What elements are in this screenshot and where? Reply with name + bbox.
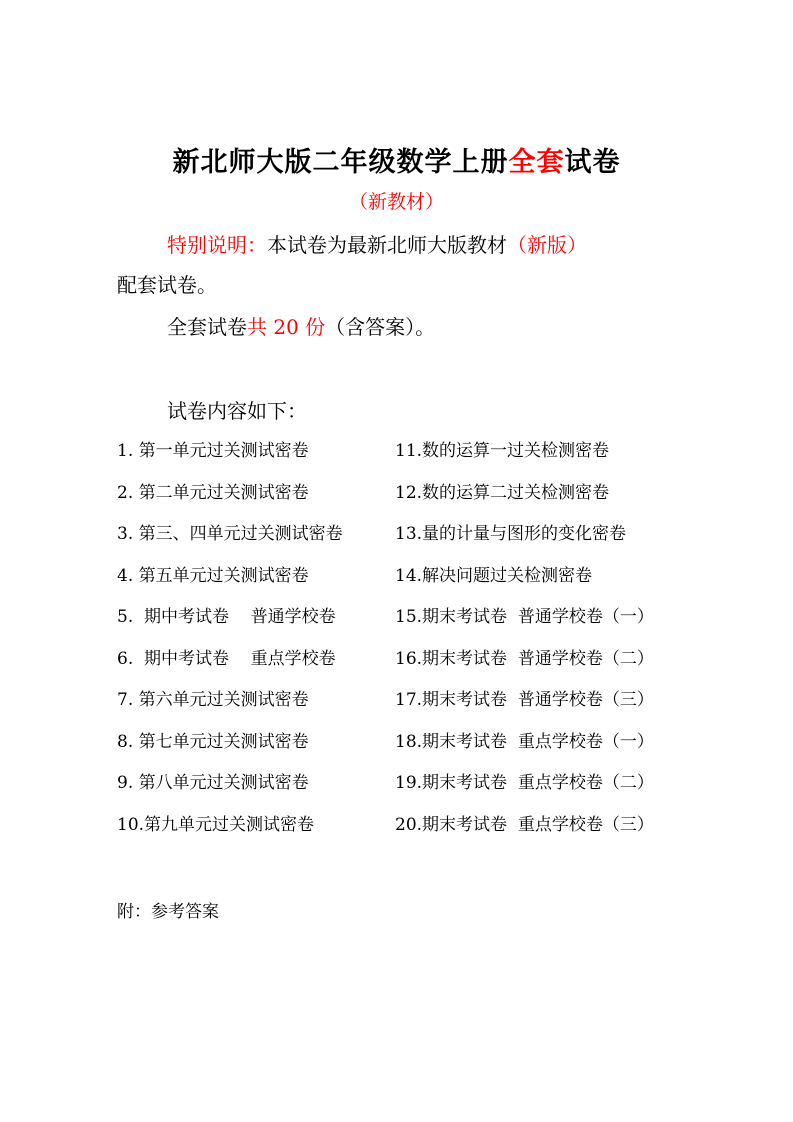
paper-item-left: 10.第九单元过关测试密卷 (117, 814, 315, 835)
paper-item-left: 1. 第一单元过关测试密卷 (117, 441, 309, 461)
paper-item-left: 2. 第二单元过关测试密卷 (117, 482, 309, 503)
paper-item-right: 19.期末考试卷 重点学校卷（二） (395, 773, 654, 793)
paper-item-right: 13.量的计量与图形的变化密卷 (395, 524, 627, 544)
special-note-continuation: 配套试卷。 (117, 273, 217, 297)
paper-item-right: 20.期末考试卷 重点学校卷（三） (395, 814, 654, 835)
list-item (117, 436, 717, 478)
full-set-count: 共 20 份 (247, 315, 326, 339)
contents-heading: 试卷内容如下： (167, 399, 307, 423)
paper-item-right: 11.数的运算一过关检测密卷 (395, 441, 610, 461)
special-note (167, 229, 587, 258)
paper-item-right: 17.期末考试卷 普通学校卷（三） (395, 690, 654, 710)
title-suffix: 试卷 (564, 147, 621, 178)
paper-item-left: 4. 第五单元过关测试密卷 (117, 565, 309, 586)
paper-item-left: 6. 期中考试卷 重点学校卷 (117, 648, 336, 669)
paper-item-left: 3. 第三、四单元过关测试密卷 (117, 524, 343, 544)
paper-list (117, 436, 717, 851)
list-item (117, 685, 717, 727)
subtitle: （新教材） (348, 191, 444, 213)
paper-item-right: 15.期末考试卷 普通学校卷（一） (395, 607, 654, 627)
list-item (117, 561, 717, 603)
full-set-suffix: （含答案）。 (325, 315, 436, 339)
list-item (117, 768, 717, 810)
page-title (0, 140, 793, 179)
paper-item-right: 16.期末考试卷 普通学校卷（二） (395, 648, 654, 669)
list-item (117, 478, 717, 520)
list-item (117, 644, 717, 686)
list-item (117, 727, 717, 769)
list-item (117, 810, 717, 852)
title-highlight: 全套 (508, 147, 565, 178)
paper-item-left: 5. 期中考试卷 普通学校卷 (117, 607, 336, 627)
paper-item-right: 14.解决问题过关检测密卷 (395, 565, 593, 586)
full-set-line (167, 311, 435, 340)
full-set-prefix: 全套试卷 (167, 315, 247, 339)
list-item (117, 519, 717, 561)
appendix-note: 附：参考答案 (117, 902, 219, 922)
paper-item-left: 8. 第七单元过关测试密卷 (117, 731, 309, 752)
paper-item-right: 18.期末考试卷 重点学校卷（一） (395, 731, 654, 752)
paper-item-left: 7. 第六单元过关测试密卷 (117, 690, 309, 710)
list-item (117, 602, 717, 644)
special-note-highlight: （新版） (507, 233, 587, 257)
paper-item-right: 12.数的运算二过关检测密卷 (395, 482, 610, 503)
paper-item-left: 9. 第八单元过关测试密卷 (117, 773, 309, 793)
title-text: 新北师大版二年级数学上册 (172, 147, 509, 178)
special-note-text: 本试卷为最新北师大版教材 (267, 233, 507, 257)
special-note-label: 特别说明： (167, 233, 267, 257)
